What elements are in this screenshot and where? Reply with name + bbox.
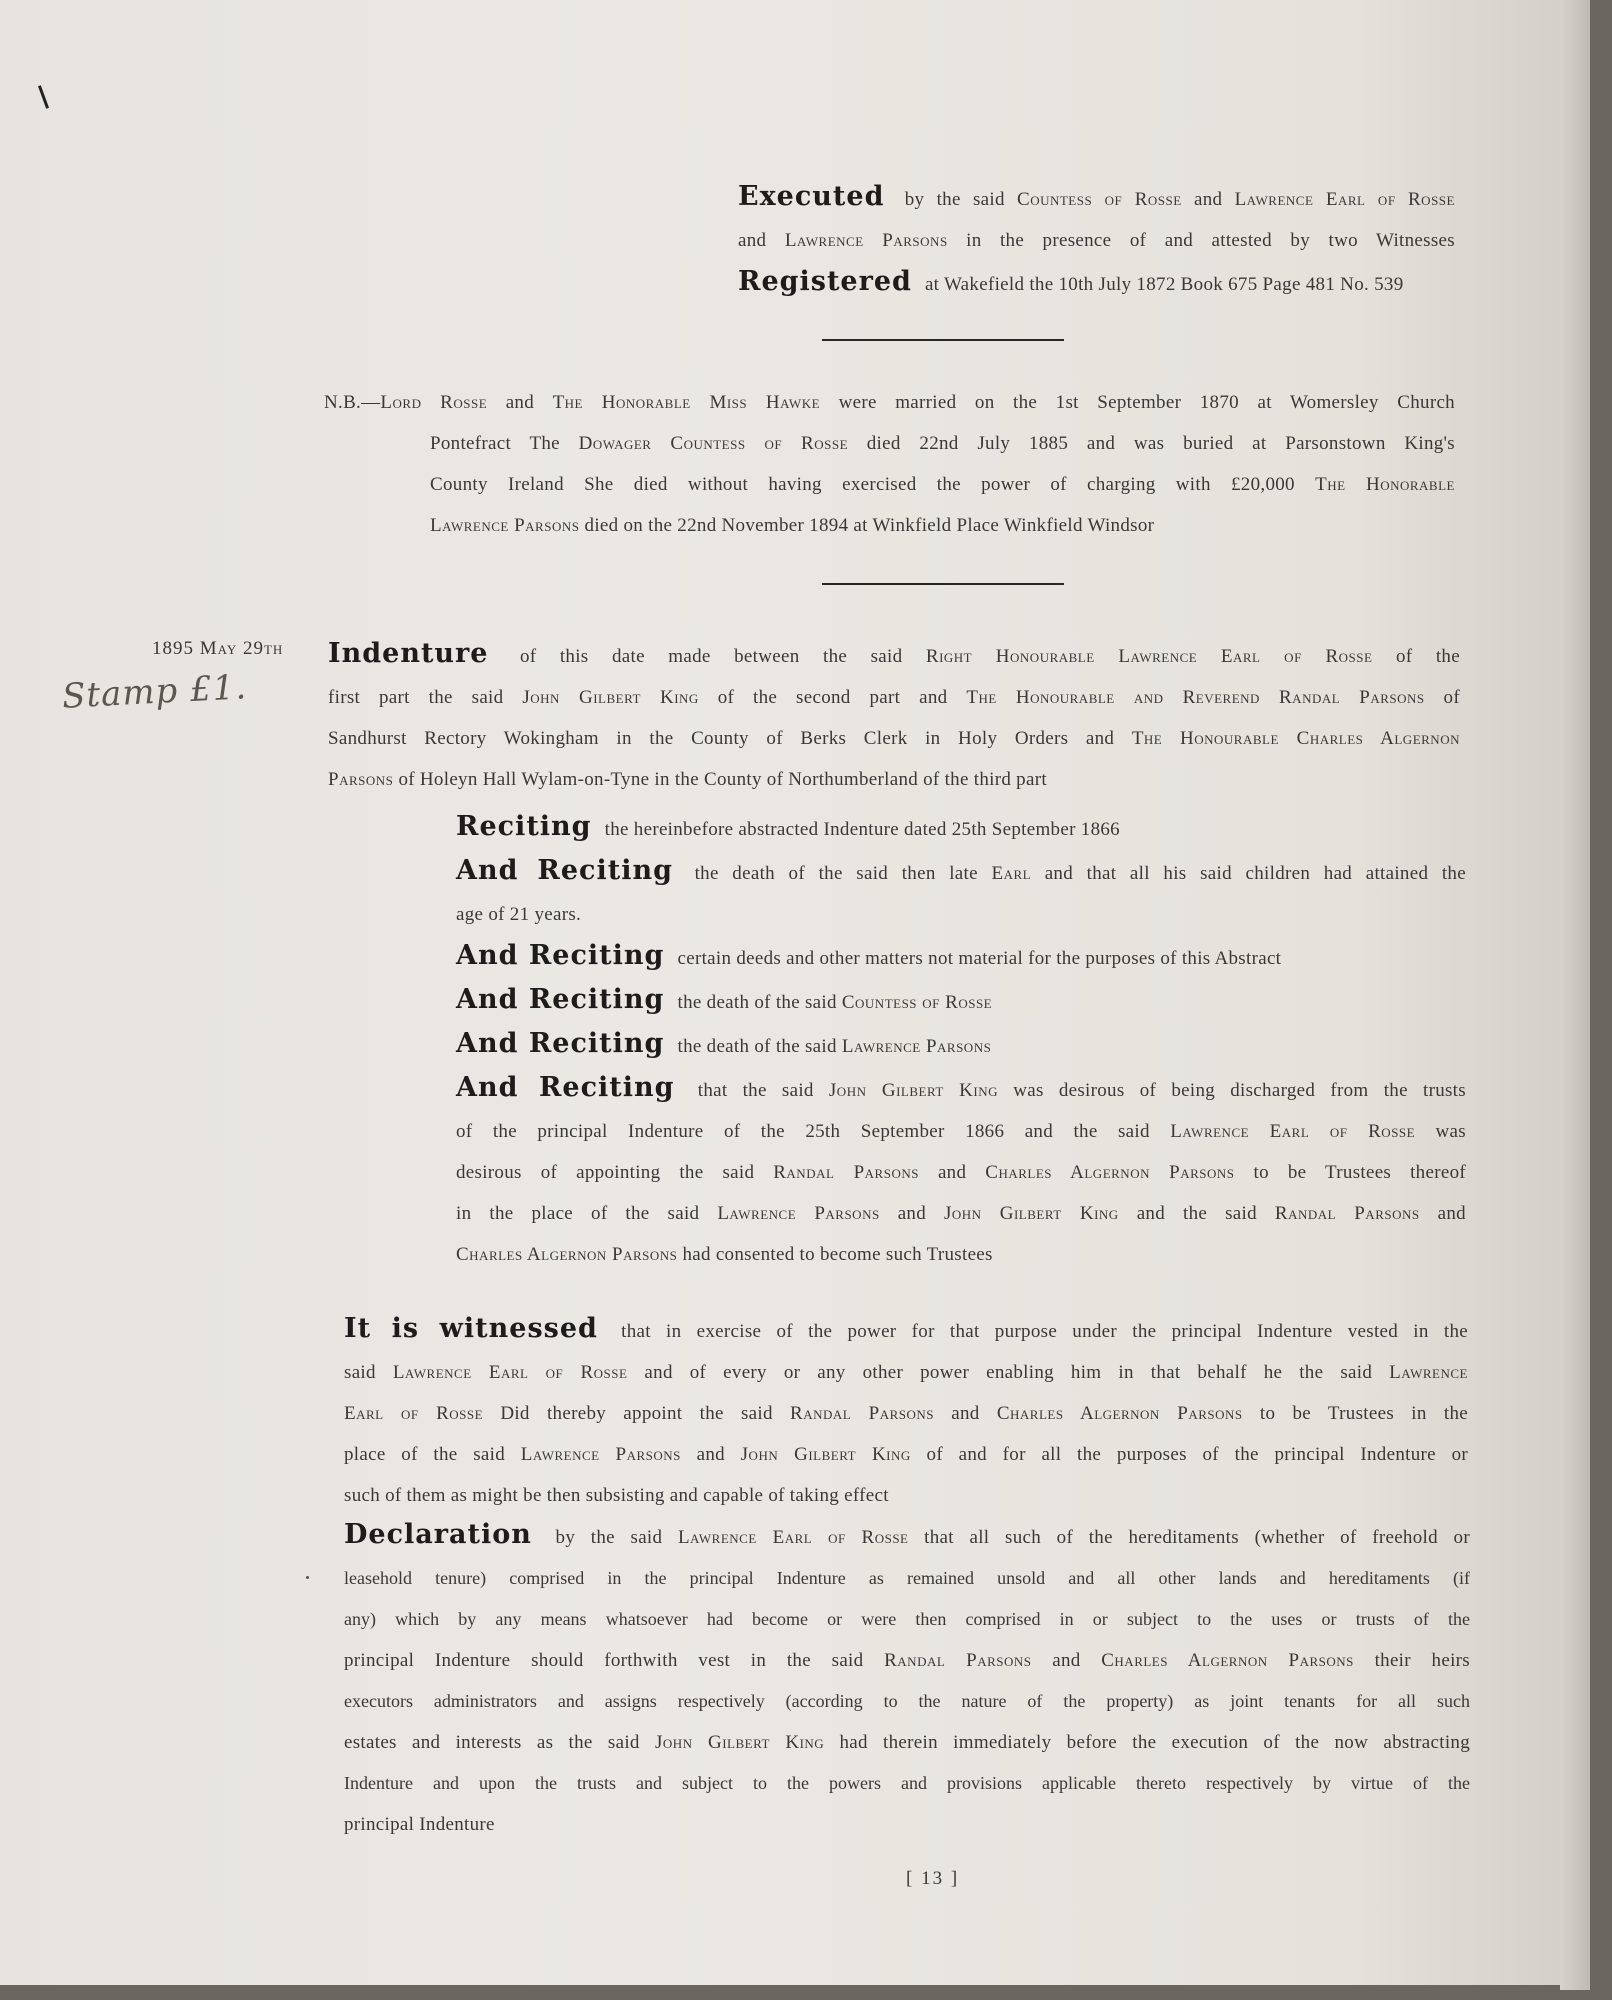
witnessed-line-4: place of the said Lawrence Parsons and John Gilbert King of and for all the purposes of the principal Indenture or <box>344 1444 1469 1465</box>
declaration-line-6: estates and interests as the said John Gilbert King had therein immediately before the execution of the now abstracting <box>344 1732 1470 1753</box>
declaration-line-3: any) which by any means whatsoever had become or were then comprised in or subject to the uses or trusts of the <box>344 1609 1470 1629</box>
recital-6-line-1: And Reciting that the said John Gilbert King was desirous of being discharged from the trusts <box>456 1072 1466 1103</box>
nb-line-1: N.B.—Lord Rosse and The Honorable Miss Hawke were married on the 1st September 1870 at Womersley Church <box>324 392 1455 413</box>
witnessed-line-2: said Lawrence Earl of Rosse and of every or any other power enabling him in that behalf he the said Lawrence <box>344 1362 1468 1383</box>
witnessed-line-1: It is witnessed that in exercise of the power for that purpose under the principal Indenture vested in the <box>344 1313 1468 1344</box>
recital-5: And Reciting the death of the said Lawrence Parsons <box>456 1028 992 1059</box>
indenture-line-1: Indenture of this date made between the said Right Honourable Lawrence Earl of Rosse of the <box>328 638 1460 669</box>
page-edge <box>1560 0 1590 1990</box>
stamp-note: Stamp £1. <box>61 667 249 717</box>
ink-speck <box>306 1576 309 1579</box>
declaration-block <box>344 1514 1470 1845</box>
and-reciting-heading: And Reciting <box>456 984 665 1015</box>
declaration-heading: Declaration <box>344 1519 532 1550</box>
nb-block <box>324 382 1455 423</box>
nb-block-indented <box>430 423 1455 546</box>
witnessed-line-3: Earl of Rosse Did thereby appoint the said Randal Parsons and Charles Algernon Parsons to be Trustees in the <box>344 1403 1468 1424</box>
page-number: [ 13 ] <box>906 1868 960 1889</box>
indenture-line-3: Sandhurst Rectory Wokingham in the County of Berks Clerk in Holy Orders and The Honourable Charles Algernon <box>328 728 1460 749</box>
recital-3: And Reciting certain deeds and other matters not material for the purposes of this Abstract <box>456 940 1282 971</box>
nb-line-4: Lawrence Parsons died on the 22nd November 1894 at Winkfield Place Winkfield Windsor <box>430 515 1155 536</box>
registered-line: Registered at Wakefield the 10th July 1872 Book 675 Page 481 No. 539 <box>738 266 1404 297</box>
and-reciting-heading: And Reciting <box>456 1072 675 1103</box>
and-reciting-heading: And Reciting <box>456 1028 665 1059</box>
indenture-line-2: first part the said John Gilbert King of the second part and The Honourable and Reverend Randal Parsons of <box>328 687 1460 708</box>
recital-6-line-3: desirous of appointing the said Randal Parsons and Charles Algernon Parsons to be Trustees thereof <box>456 1162 1466 1183</box>
margin-date: 1895 May 29th <box>152 638 284 659</box>
executed-heading: Executed <box>738 181 885 212</box>
declaration-line-4: principal Indenture should forthwith vest in the said Randal Parsons and Charles Algernon Parsons their heirs <box>344 1650 1470 1671</box>
executed-line-1: Executed by the said Countess of Rosse and Lawrence Earl of Rosse <box>738 181 1455 212</box>
divider-rule-2 <box>822 583 1064 585</box>
recital-1: Reciting the hereinbefore abstracted Indenture dated 25th September 1866 <box>456 811 1120 842</box>
witnessed-block <box>344 1308 1468 1516</box>
declaration-line-2: leasehold tenure) comprised in the principal Indenture as remained unsold and all other lands and hereditaments (if <box>344 1568 1470 1588</box>
executed-block <box>738 176 1455 305</box>
ink-mark <box>38 85 49 109</box>
recital-2-line-2: age of 21 years. <box>456 904 582 925</box>
and-reciting-heading: And Reciting <box>456 940 665 971</box>
recital-6-line-5: Charles Algernon Parsons had consented to become such Trustees <box>456 1244 993 1265</box>
declaration-line-1: Declaration by the said Lawrence Earl of Rosse that all such of the hereditaments (whether of freehold or <box>344 1519 1470 1550</box>
indenture-line-4: Parsons of Holeyn Hall Wylam-on-Tyne in the County of Northumberland of the third part <box>328 769 1047 790</box>
recital-6-line-4: in the place of the said Lawrence Parsons and John Gilbert King and the said Randal Parsons and <box>456 1203 1466 1224</box>
reciting-heading: Reciting <box>456 811 592 842</box>
witnessed-line-5: such of them as might be then subsisting and capable of taking effect <box>344 1485 889 1506</box>
recital-4: And Reciting the death of the said Countess of Rosse <box>456 984 993 1015</box>
indenture-block <box>328 633 1460 800</box>
recital-2-line-1: And Reciting the death of the said then late Earl and that all his said children had attained the <box>456 855 1466 886</box>
recitals-block <box>456 806 1466 1275</box>
nb-line-2: Pontefract The Dowager Countess of Rosse died 22nd July 1885 and was buried at Parsonstown King's <box>430 433 1455 454</box>
divider-rule-1 <box>822 339 1064 341</box>
declaration-line-7: Indenture and upon the trusts and subject to the powers and provisions applicable thereto respectively by virtue of the <box>344 1773 1470 1793</box>
and-reciting-heading: And Reciting <box>456 855 673 886</box>
executed-line-2: and Lawrence Parsons in the presence of and attested by two Witnesses <box>738 230 1455 251</box>
witnessed-heading: It is witnessed <box>344 1313 598 1344</box>
declaration-line-5: executors administrators and assigns respectively (according to the nature of the property) as joint tenants for all such <box>344 1691 1470 1711</box>
indenture-heading: Indenture <box>328 638 489 669</box>
recital-6-line-2: of the principal Indenture of the 25th September 1866 and the said Lawrence Earl of Rosse was <box>456 1121 1466 1142</box>
declaration-line-8: principal Indenture <box>344 1814 495 1835</box>
nb-line-3: County Ireland She died without having exercised the power of charging with £20,000 The Honorable <box>430 474 1455 495</box>
registered-heading: Registered <box>738 266 912 297</box>
